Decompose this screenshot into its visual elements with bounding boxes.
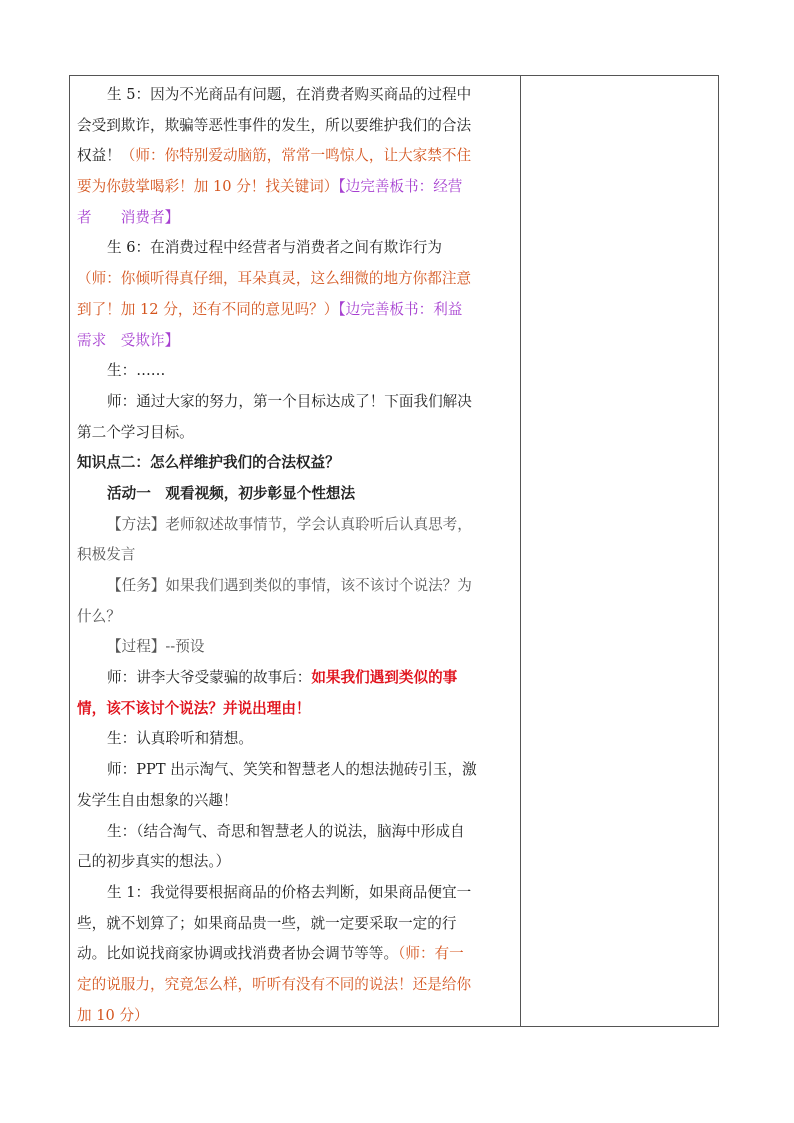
lesson-table <box>69 75 719 1027</box>
text-line: 【方法】老师叙述故事情节，学会认真聆听后认真思考， <box>107 515 472 533</box>
text-line: 师：通过大家的努力，第一个目标达成了！下面我们解决 <box>107 392 472 410</box>
text-line: 师：PPT 出示淘气、笑笑和智慧老人的想法抛砖引玉，激 <box>107 761 477 779</box>
text-line: 者 消费者】 <box>77 208 180 226</box>
text-line: 第二个学习目标。 <box>77 423 194 441</box>
text-line: 【过程】--预设 <box>107 638 205 656</box>
text-line: 定的说服力，究竟怎么样，听听有没有不同的说法！还是给你 <box>77 975 472 993</box>
text-line: （师：你倾听得真仔细，耳朵真灵，这么细微的地方你都注意 <box>77 270 472 288</box>
text-line: 些，就不划算了；如果商品贵一些，就一定要采取一定的行 <box>77 914 457 932</box>
text-line: 到了！加 12 分，还有不同的意见吗？）【边完善板书：利益 <box>77 300 463 318</box>
text-line: 什么？ <box>77 607 121 625</box>
text-line: 加 10 分） <box>77 1006 149 1024</box>
text-line: 发学生自由想象的兴趣！ <box>77 791 238 809</box>
activity-heading: 活动一 观看视频，初步彰显个性想法 <box>107 484 356 502</box>
text-line: 师：讲李大爷受蒙骗的故事后：如果我们遇到类似的事 <box>107 669 458 687</box>
text-line: 动。比如说找商家协调或找消费者协会调节等等。（师：有一 <box>77 945 464 963</box>
text-line: 要为你鼓掌喝彩！加 10 分！找关键词）【边完善板书：经营 <box>77 178 463 196</box>
text-line: 己的初步真实的想法。） <box>77 853 231 871</box>
text-line: 生：…… <box>107 362 166 380</box>
text-line: 需求 受欺诈】 <box>77 331 180 349</box>
text-line: 积极发言 <box>77 546 136 564</box>
text-line: 权益！（师：你特别爱动脑筋，常常一鸣惊人，让大家禁不住 <box>77 147 472 165</box>
lesson-content-cell <box>77 80 515 1031</box>
text-line: 生：（结合淘气、奇思和智慧老人的说法，脑海中形成自 <box>107 822 465 840</box>
text-line: 生：认真聆听和猜想。 <box>107 730 253 748</box>
text-line: 生 6：在消费过程中经营者与消费者之间有欺诈行为 <box>107 239 442 257</box>
text-line: 生 5：因为不光商品有问题，在消费者购买商品的过程中 <box>107 86 472 103</box>
column-divider <box>520 76 521 1026</box>
text-line: 生 1：我觉得要根据商品的价格去判断，如果商品便宜一 <box>107 883 472 901</box>
section-heading: 知识点二：怎么样维护我们的合法权益？ <box>77 454 340 472</box>
text-line: 情，该不该讨个说法？并说出理由！ <box>77 699 311 717</box>
text-line: 【任务】如果我们遇到类似的事情，该不该讨个说法？为 <box>107 577 472 594</box>
text-line: 会受到欺诈，欺骗等恶性事件的发生，所以要维护我们的合法 <box>77 116 472 134</box>
